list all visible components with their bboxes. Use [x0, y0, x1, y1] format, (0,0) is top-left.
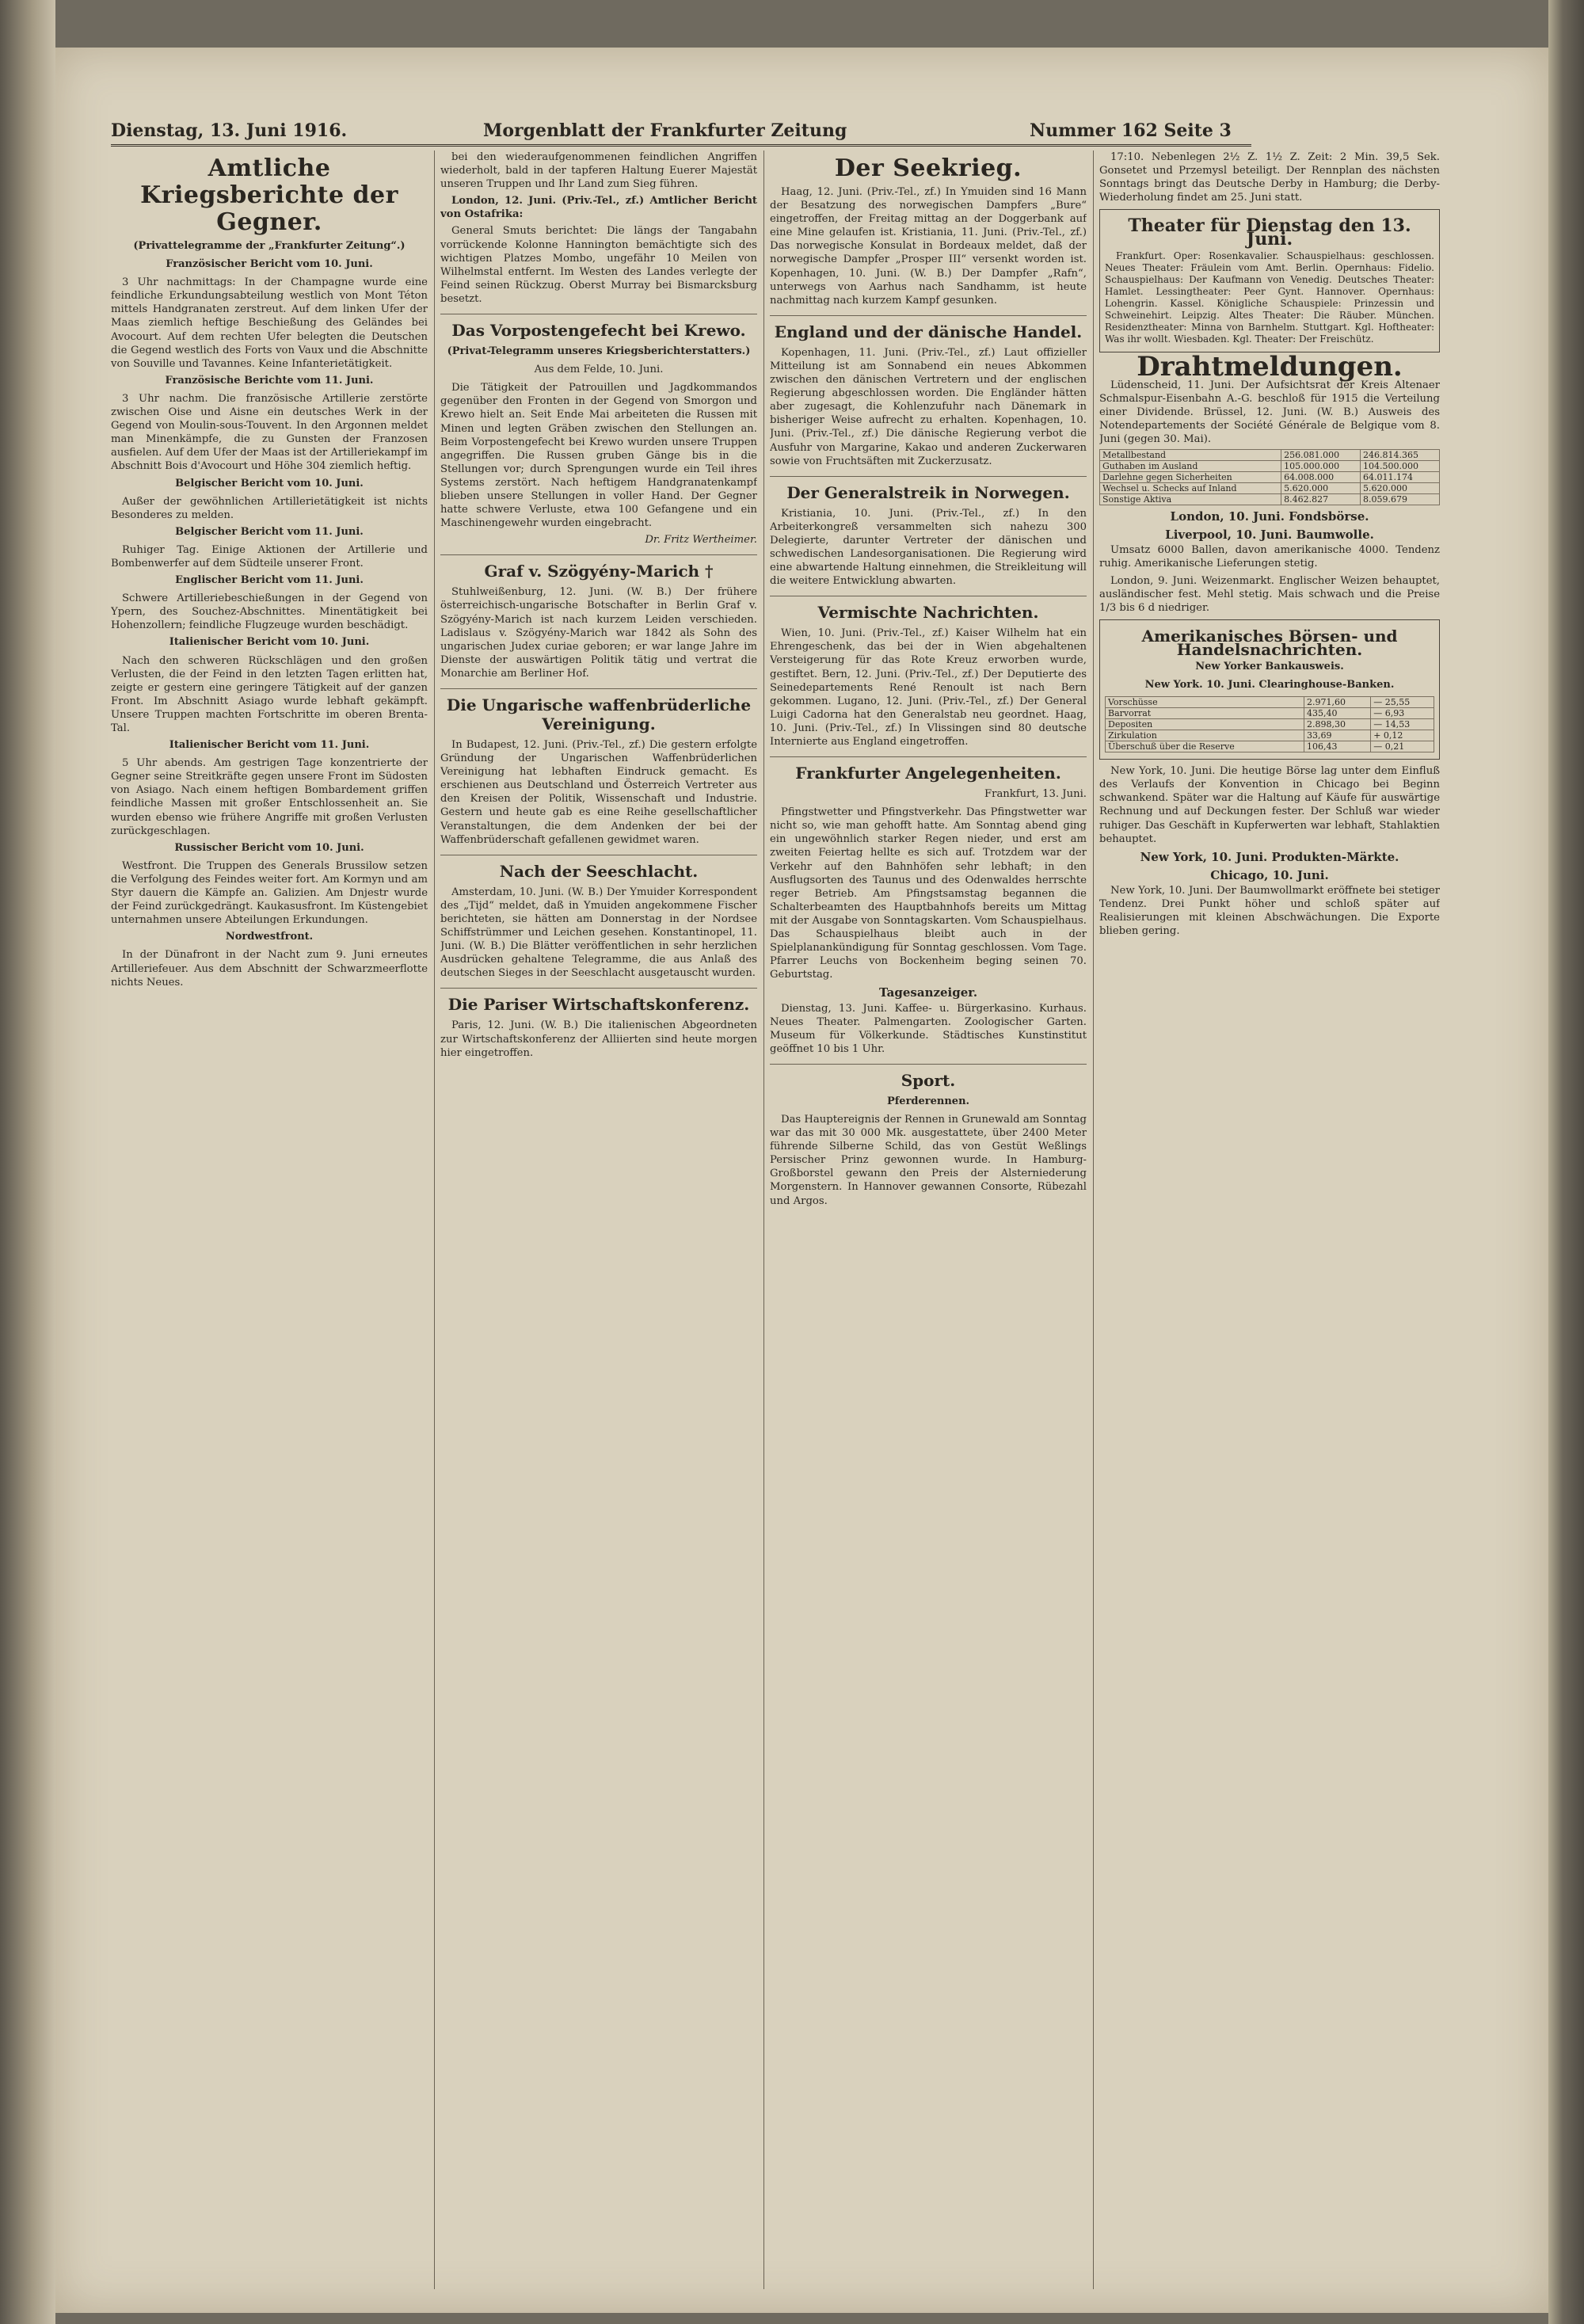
- table-cell: 8.059.679: [1361, 494, 1440, 505]
- liverpool-text: Umsatz 6000 Ballen, davon amerikanische 4000. Tendenz ruhig. Amerikanische Lieferungen stetig.: [1099, 544, 1440, 570]
- col1-subtitle: (Privattelegramme der „Frankfurter Zeitung“.): [133, 240, 406, 252]
- col2-section2-dateline: Aus dem Felde, 10. Juni.: [534, 364, 664, 376]
- report-section: [111, 477, 428, 522]
- col3-section5-title: Frankfurter Angelegenheiten.: [770, 756, 1087, 783]
- column-1: [111, 150, 428, 2281]
- report-section: [111, 738, 428, 838]
- report-text: Nach den schweren Rückschlägen und den großen Verlusten, die der Feind in den letzten Tagen erlitten hat, zeigte er gestern eine geringere Tätigkeit auf der ganzen Front. Im Abschnitt Asiago wurde lebhaft gekämpft. Unsere Truppen machten Fortschritte im oberen Brenta-Tal.: [111, 654, 428, 734]
- column-rule: [763, 150, 764, 2289]
- right-page-edge: [1548, 0, 1584, 2324]
- table-cell: 104.500.000: [1361, 461, 1440, 472]
- report-section: [111, 257, 428, 371]
- american-sub: New Yorker Bankausweis.: [1195, 660, 1344, 672]
- table-cell: Depositen: [1106, 719, 1304, 730]
- col2-section2-author: Dr. Fritz Wertheimer.: [645, 534, 757, 547]
- report-heading: Italienischer Bericht vom 11. Juni.: [169, 739, 370, 752]
- drahtmeldungen-text: Lüdenscheid, 11. Juni. Der Aufsichtsrat der Kreis Altenaer Schmalspur-Eisenbahn A.-G. beschloß für 1915 die Verteilung einer Dividende. Brüssel, 12. Juni. (W. B.) Ausweis des Notendepartements der Société Générale de Belgique vom 8. Juni (gegen 30. Mai).: [1099, 379, 1440, 446]
- col3-section7-text: Das Hauptereignis der Rennen in Grunewald am Sonntag war das mit 30 000 Mk. ausgestattete, über 2400 Meter führende Silberne Schild, das von Gestüt Weßlings Persischer Prinz gewonnen wurde. In Hamburg-Großborstel gewann den Preis der Alsterniederung Morgenstern. In Hannover gewannen Consorte, Rübezahl und Argos.: [770, 1113, 1087, 1207]
- table-cell: 106,43: [1304, 741, 1370, 752]
- liverpool-title: Liverpool, 10. Juni. Baumwolle.: [1165, 528, 1374, 543]
- report-heading: Belgischer Bericht vom 11. Juni.: [175, 525, 364, 538]
- table-cell: — 25,55: [1371, 697, 1434, 708]
- col3-section3-text: Kristiania, 10. Juni. (Priv.-Tel., zf.) In den Arbeiterkongreß versammelten sich nahezu 300 Delegierte, darunter Vertreter der dänischen und schwedischen Landesorganisationen. Die Regierung wird eine abwartende Haltung einnehmen, die Streikleitung will die weitere Entwicklung abwarten.: [770, 507, 1087, 588]
- report-section: [111, 573, 428, 632]
- table-cell: 2.971,60: [1304, 697, 1370, 708]
- ny-bank-table: [1105, 696, 1434, 752]
- report-heading: Nordwestfront.: [225, 931, 314, 943]
- col2-section2-sub: (Privat-Telegramm unseres Kriegsberichterstatters.): [447, 345, 751, 358]
- column-4: [1099, 150, 1440, 2281]
- table-cell: 256.081.000: [1281, 450, 1361, 461]
- col1-sections: [111, 257, 428, 989]
- masthead-number: Nummer 162 Seite 3: [1030, 120, 1232, 141]
- column-rule: [434, 150, 435, 2289]
- report-text: 5 Uhr abends. Am gestrigen Tage konzentrierte der Gegner seine Streitkräfte gegen unsere Front im Südosten von Asiago. Nach einem heftigen Bombardement griffen feindliche Massen mit großer Entschlossenheit an. Sie wurden ebenso wie frühere Angriffe mit großen Verlusten zurückgeschlagen.: [111, 757, 428, 837]
- table-cell: 33,69: [1304, 730, 1370, 741]
- table-cell: Metallbestand: [1100, 450, 1281, 461]
- masthead: [111, 117, 1251, 147]
- col3-section6-title: Tagesanzeiger.: [878, 985, 978, 1000]
- american-title: Amerikanisches Börsen- und Handelsnachrichten.: [1141, 626, 1398, 659]
- table-row: [1100, 461, 1440, 472]
- report-heading: Belgischer Bericht vom 10. Juni.: [175, 477, 364, 490]
- ny2-text: New York, 10. Juni. Der Baumwollmarkt eröffnete bei stetiger Tendenz. Drei Punkt höher und schloß später auf Realisierungen mit kleinen Abschwächungen. Die Exporte blieben gering.: [1099, 884, 1440, 938]
- drahtmeldungen-title: Drahtmeldungen.: [1137, 350, 1403, 383]
- col2-section4-text: In Budapest, 12. Juni. (Priv.-Tel., zf.) Die gestern erfolgte Gründung der Ungarischen Waffenbrüderlichen Vereinigung hat lebhaften Eindruck gemacht. Es erschienen aus Deutschland und Österreich Vertreter aus den Kreisen der Politik, Wissenschaft und Industrie. Gestern und heute gab es eine Reihe gesellschaftlicher Veranstaltungen, die dem Andenken der bei der Waffenbrüderschaft gefallenen gewidmet waren.: [440, 739, 757, 846]
- col2-section3-text: Stuhlweißenburg, 12. Juni. (W. B.) Der frühere österreichisch-ungarische Botschafter in Berlin Graf v. Szögyény-Marich ist nach kurzem Leiden verschieden. Ladislaus v. Szögyény-Marich war 1842 als Sohn des ungarischen Judex curiae geboren; er war lange Jahre im Dienste der auswärtigen Politik tätig und vertrat die Monarchie am Berliner Hof.: [440, 586, 757, 680]
- table-cell: Vorschüsse: [1106, 697, 1304, 708]
- table-row: [1100, 450, 1440, 461]
- col3-section2-text: Kopenhagen, 11. Juni. (Priv.-Tel., zf.) Laut offizieller Mitteilung ist am Sonnabend ein neues Abkommen zwischen den dänischen Vertretern und der englischen Regierung abgeschlossen worden. Die Engländer hätten aber zugesagt, die Kohlenzufuhr nach Dänemark in bisheriger Weise aufrecht zu erhalten. Kopenhagen, 10. Juni. (Priv.-Tel., zf.) Die dänische Regierung verbot die Ausfuhr von Margarine, Kakao und anderen Zuckerwaren sowie von Fruchtsäften mit Zuckerzusatz.: [770, 346, 1087, 467]
- col2-section5-text: Amsterdam, 10. Juni. (W. B.) Der Ymuider Korrespondent des „Tijd“ meldet, daß in Ymuiden angekommene Fischer berichteten, sie hätten am Donnerstag in der Nordsee Schiffstrümmer und Leichen gesehen. Konstantinopel, 11. Juni. (W. B.) Die Blätter veröffentlichen in sehr herzlichen Ausdrücken gehaltene Telegramme, die aus Anlaß des deutschen Sieges in der Seeschlacht ausgetauscht wurden.: [440, 886, 757, 980]
- ny-text: New York, 10. Juni. Die heutige Börse lag unter dem Einfluß des Verlaufs der Konvention in Chicago bei Beginn schwankend. Später war die Haltung auf Käufe für auswärtige Rechnung und auf Deckungen fester. Der Schluß war wieder ruhiger. Das Geschäft in Kupferwerten war lebhaft, Stahlaktien behauptet.: [1099, 765, 1440, 845]
- table-cell: 105.000.000: [1281, 461, 1361, 472]
- table-cell: Guthaben im Ausland: [1100, 461, 1281, 472]
- report-text: Außer der gewöhnlichen Artillerietätigkeit ist nichts Besonderes zu melden.: [111, 495, 428, 521]
- col2-item1-heading: London, 12. Juni. (Priv.-Tel., zf.) Amtlicher Bericht von Ostafrika:: [440, 195, 757, 221]
- col2-section6-title: Die Pariser Wirtschaftskonferenz.: [440, 988, 757, 1014]
- table-cell: — 0,21: [1371, 741, 1434, 752]
- table-cell: 64.008.000: [1281, 472, 1361, 483]
- col3-section3-title: Der Generalstreik in Norwegen.: [770, 476, 1087, 502]
- table-row: [1106, 741, 1434, 752]
- table-row: [1106, 708, 1434, 719]
- table-cell: — 14,53: [1371, 719, 1434, 730]
- col3-section2-title: England und der dänische Handel.: [770, 315, 1087, 341]
- col3-title: Der Seekrieg.: [834, 154, 1022, 182]
- report-text: Schwere Artilleriebeschießungen in der Gegend von Ypern, des Souchez-Abschnittes. Minentätigkeit bei Hohenzollern; feindliche Flugzeuge wurden beschädigt.: [111, 592, 428, 632]
- col2-head-text: bei den wiederaufgenommenen feindlichen Angriffen wiederholt, bald in der tapferen Haltung Euerer Majestät unseren Truppen und Ihr Land zum Sieg führen.: [440, 151, 757, 191]
- masthead-date: Dienstag, 13. Juni 1916.: [111, 120, 348, 141]
- report-text: 3 Uhr nachmittags: In der Champagne wurde eine feindliche Erkundungsabteilung westlich von Mont Téton mittels Handgranaten zerstreut. Auf dem linken Ufer der Maas ziemlich heftige Beschießung des Geländes bei Avocourt. Auf dem rechten Ufer belegten die Deutschen die Gegend westlich des Forts von Vaux und die Abschnitte von Souville und Tavannes. Keine Infanterietätigkeit.: [111, 276, 428, 370]
- table-cell: — 6,93: [1371, 708, 1434, 719]
- table-cell: 8.462.827: [1281, 494, 1361, 505]
- col2-item1-text: General Smuts berichtet: Die längs der Tangabahn vorrückende Kolonne Hannington bemächtigte sich des wichtigen Platzes Mombo, ungefähr 10 Meilen von Wilhelmstal entfernt. Im Westen des Landes verlegte der Feind seinen Rückzug. Oberst Murray bei Bismarcksburg besetzt.: [440, 225, 757, 305]
- table-cell: Zirkulation: [1106, 730, 1304, 741]
- column-rule: [1093, 150, 1094, 2289]
- masthead-paper: Morgenblatt der Frankfurter Zeitung: [483, 120, 847, 141]
- table-cell: 5.620.000: [1281, 483, 1361, 494]
- column-2: [440, 150, 757, 2281]
- report-text: In der Dünafront in der Nacht zum 9. Juni erneutes Artilleriefeuer. Aus dem Abschnitt der Schwarzmeerflotte nichts Neues.: [111, 949, 428, 989]
- report-section: [111, 525, 428, 570]
- table-cell: Darlehne gegen Sicherheiten: [1100, 472, 1281, 483]
- theatre-title: Theater für Dienstag den 13. Juni.: [1128, 215, 1411, 250]
- col2-section5-title: Nach der Seeschlacht.: [440, 855, 757, 881]
- bank-statement-table: [1099, 449, 1440, 505]
- report-heading: Englischer Bericht vom 11. Juni.: [175, 574, 364, 587]
- american-box: [1099, 619, 1440, 760]
- report-text: 3 Uhr nachm. Die französische Artillerie zerstörte zwischen Oise und Aisne ein deutsches Werk in der Gegend von Moulin-sous-Touvent. In den Argonnen meldet man Minenkämpfe, die zu Gunsten der Franzosen ausfielen. Auf dem Ufer der Maas ist der Artilleriekampf im Abschnitt Bois d'Avocourt und Höhe 304 ziemlich heftig.: [111, 392, 428, 473]
- col2-section2-text: Die Tätigkeit der Patrouillen und Jagdkommandos gegenüber den Fronten in der Gegend von Smorgon und Krewo hielt an. Seit Ende Mai arbeiteten die Russen mit Minen und legten Gräben zwischen den Stellungen an. Beim Vorpostengefecht bei Krewo wurden unsere Truppen angegriffen. Die Russen gruben Gänge bis in die Stellungen vor; durch Sprengungen wurde ein Teil ihres Systems zerstört. Nach heftigem Handgranatenkampf blieben unsere Stellungen in voller Hand. Der Gegner hatte schwere Verluste, etwa 100 Gefangene und ein Maschinengewehr wurden eingebracht.: [440, 382, 757, 530]
- produkten-title: New York, 10. Juni. Produkten-Märkte.: [1140, 849, 1399, 864]
- table-row: [1106, 719, 1434, 730]
- american-sub2: New York. 10. Juni. Clearinghouse-Banken.: [1144, 679, 1395, 691]
- table-cell: 5.620.000: [1361, 483, 1440, 494]
- report-heading: Französische Berichte vom 11. Juni.: [165, 374, 374, 387]
- table-cell: 2.898,30: [1304, 719, 1370, 730]
- col3-section6-text: Dienstag, 13. Juni. Kaffee- u. Bürgerkasino. Kurhaus. Neues Theater. Palmengarten. Zoologischer Garten. Museum für Völkerkunde. Städtisches Kunstinstitut geöffnet 10 bis 1 Uhr.: [770, 1002, 1087, 1055]
- col2-section4-title: Die Ungarische waffenbrüderliche Vereinigung.: [440, 688, 757, 733]
- col3-section7-sub: Pferderennen.: [886, 1095, 970, 1107]
- table-cell: Wechsel u. Schecks auf Inland: [1100, 483, 1281, 494]
- report-section: [111, 841, 428, 928]
- table-cell: 246.814.365: [1361, 450, 1440, 461]
- table-cell: Barvorrat: [1106, 708, 1304, 719]
- london2-text: London, 9. Juni. Weizenmarkt. Englischer Weizen behauptet, ausländischer fest. Mehl stetig. Mais schwach und die Preise 1/3 bis 6 d niedriger.: [1099, 574, 1440, 614]
- chicago-title: Chicago, 10. Juni.: [1210, 867, 1329, 882]
- table-row: [1106, 730, 1434, 741]
- col4-top-text: 17:10. Nebenlegen 2½ Z. 1½ Z. Zeit: 2 Min. 39,5 Sek. Gonsetet und Przemysl beteiligt. Der Rennplan des nächsten Sonntags bringt das Deutsche Derby in Hamburg; die Derby-Wiederholung findet am 25. Juni statt.: [1099, 151, 1440, 204]
- report-text: Ruhiger Tag. Einige Aktionen der Artillerie und Bombenwerfer auf dem Südteile unserer Front.: [111, 543, 428, 570]
- table-row: [1106, 697, 1434, 708]
- col3-section4-text: Wien, 10. Juni. (Priv.-Tel., zf.) Kaiser Wilhelm hat ein Ehrengeschenk, das bei der in Wien abgehaltenen Versteigerung für das Rote Kreuz erworben wurde, gestiftet. Bern, 12. Juni. (Priv.-Tel., zf.) Der Deputierte des Seinedepartements René Renoult ist nach Bern gekommen. Lugano, 12. Juni. (Priv.-Tel., zf.) Der General Luigi Cadorna hat den Generalstab neu geordnet. Haag, 10. Juni. (Priv.-Tel., zf.) In Vlissingen sind 80 deutsche Internierte aus England eingetroffen.: [770, 627, 1087, 748]
- col3-text1: Haag, 12. Juni. (Priv.-Tel., zf.) In Ymuiden sind 16 Mann der Besatzung des norwegischen Dampfers „Bure“ eingetroffen, der Freitag mittag an der Doggerbank auf eine Mine gelaufen ist. Kristiania, 11. Juni. (Priv.-Tel., zf.) Das norwegische Konsulat in Bordeaux meldet, daß der norwegische Dampfer „Prosper III“ versenkt worden ist. Kopenhagen, 10. Juni. (W. B.) Der Dampfer „Rafn“, unterwegs von Aarhus nach Sandhamm, ist heute nachmittag nach kurzem Kampf gesunken.: [770, 186, 1087, 307]
- table-cell: 64.011.174: [1361, 472, 1440, 483]
- table-row: [1100, 472, 1440, 483]
- table-cell: + 0,12: [1371, 730, 1434, 741]
- table-row: [1100, 483, 1440, 494]
- left-page-edge: [0, 0, 55, 2324]
- col3-section5-dateline: Frankfurt, 13. Juni.: [984, 788, 1087, 801]
- col1-title: Amtliche Kriegsberichte der Gegner.: [140, 154, 398, 236]
- col2-section6-text: Paris, 12. Juni. (W. B.) Die italienischen Abgeordneten zur Wirtschaftskonferenz der Alliierten sind heute morgen hier eingetroffen.: [440, 1019, 757, 1059]
- column-3: [770, 150, 1087, 2281]
- report-heading: Italienischer Bericht vom 10. Juni.: [169, 636, 370, 649]
- report-heading: Französischer Bericht vom 10. Juni.: [166, 258, 373, 271]
- table-cell: Überschuß über die Reserve: [1106, 741, 1304, 752]
- theatre-text: Frankfurt. Oper: Rosenkavalier. Schauspielhaus: geschlossen. Neues Theater: Fräulein vom Amt. Berlin. Opernhaus: Fidelio. Schauspielhaus: Der Kaufmann von Venedig. Deutsches Theater: Hamlet. Lessingtheater: Peer Gynt. Hannover. Opernhaus: Lohengrin. Kassel. Königliche Schauspiele: Prinzessin und Schweinehirt. Leipzig. Altes Theater: Die Räuber. München. Residenztheater: Minna von Barnhelm. Stuttgart. Kgl. Hoftheater: Was ihr wollt. Wiesbaden. Kgl. Theater: Der Freischütz.: [1105, 250, 1434, 345]
- report-heading: Russischer Bericht vom 10. Juni.: [174, 841, 364, 854]
- report-text: Westfront. Die Truppen des Generals Brussilow setzen die Verfolgung des Feindes weiter fort. Am Kormyn und am Styr dauern die Kämpfe an. Galizien. Am Dnjestr wurde der Feind zurückgedrängt. Kaukasusfront. Im Küstengebiet unternahmen unsere Abteilungen Erkundungen.: [111, 859, 428, 927]
- table-cell: 435,40: [1304, 708, 1370, 719]
- theatre-box: [1099, 209, 1440, 352]
- report-section: [111, 374, 428, 474]
- report-section: [111, 930, 428, 989]
- col2-section3-title: Graf v. Szögyény-Marich †: [440, 554, 757, 581]
- table-row: [1100, 494, 1440, 505]
- col3-section4-title: Vermischte Nachrichten.: [770, 596, 1087, 622]
- col3-section5-text: Pfingstwetter und Pfingstverkehr. Das Pfingstwetter war nicht so, wie man gehofft hatte. Am Sonntag abend ging ein ungewöhnlich starker Regen nieder, und erst am zweiten Feiertag hellte es sich auf. Trotzdem war der Verkehr auf den Bahnhöfen sehr lebhaft; in den Ausflugsorten des Taunus und des Odenwaldes herrschte reger Betrieb. Am Pfingstsamstag begannen die Schalterbeamten des Hauptbahnhofs bereits um Mittag mit der Ausgabe von Sonntagskarten. Vom Schauspielhaus. Das Schauspielhaus bleibt auch in der Spielplanankündigung für Sonntag geschlossen. Vom Tage. Pfarrer Leuchs von Bockenheim beging seinen 70. Geburtstag.: [770, 806, 1087, 981]
- col2-section2-title: Das Vorpostengefecht bei Krewo.: [440, 314, 757, 340]
- col3-section7-title: Sport.: [770, 1064, 1087, 1090]
- report-section: [111, 635, 428, 735]
- table-cell: Sonstige Aktiva: [1100, 494, 1281, 505]
- london-title: London, 10. Juni. Fondsbörse.: [1170, 509, 1369, 524]
